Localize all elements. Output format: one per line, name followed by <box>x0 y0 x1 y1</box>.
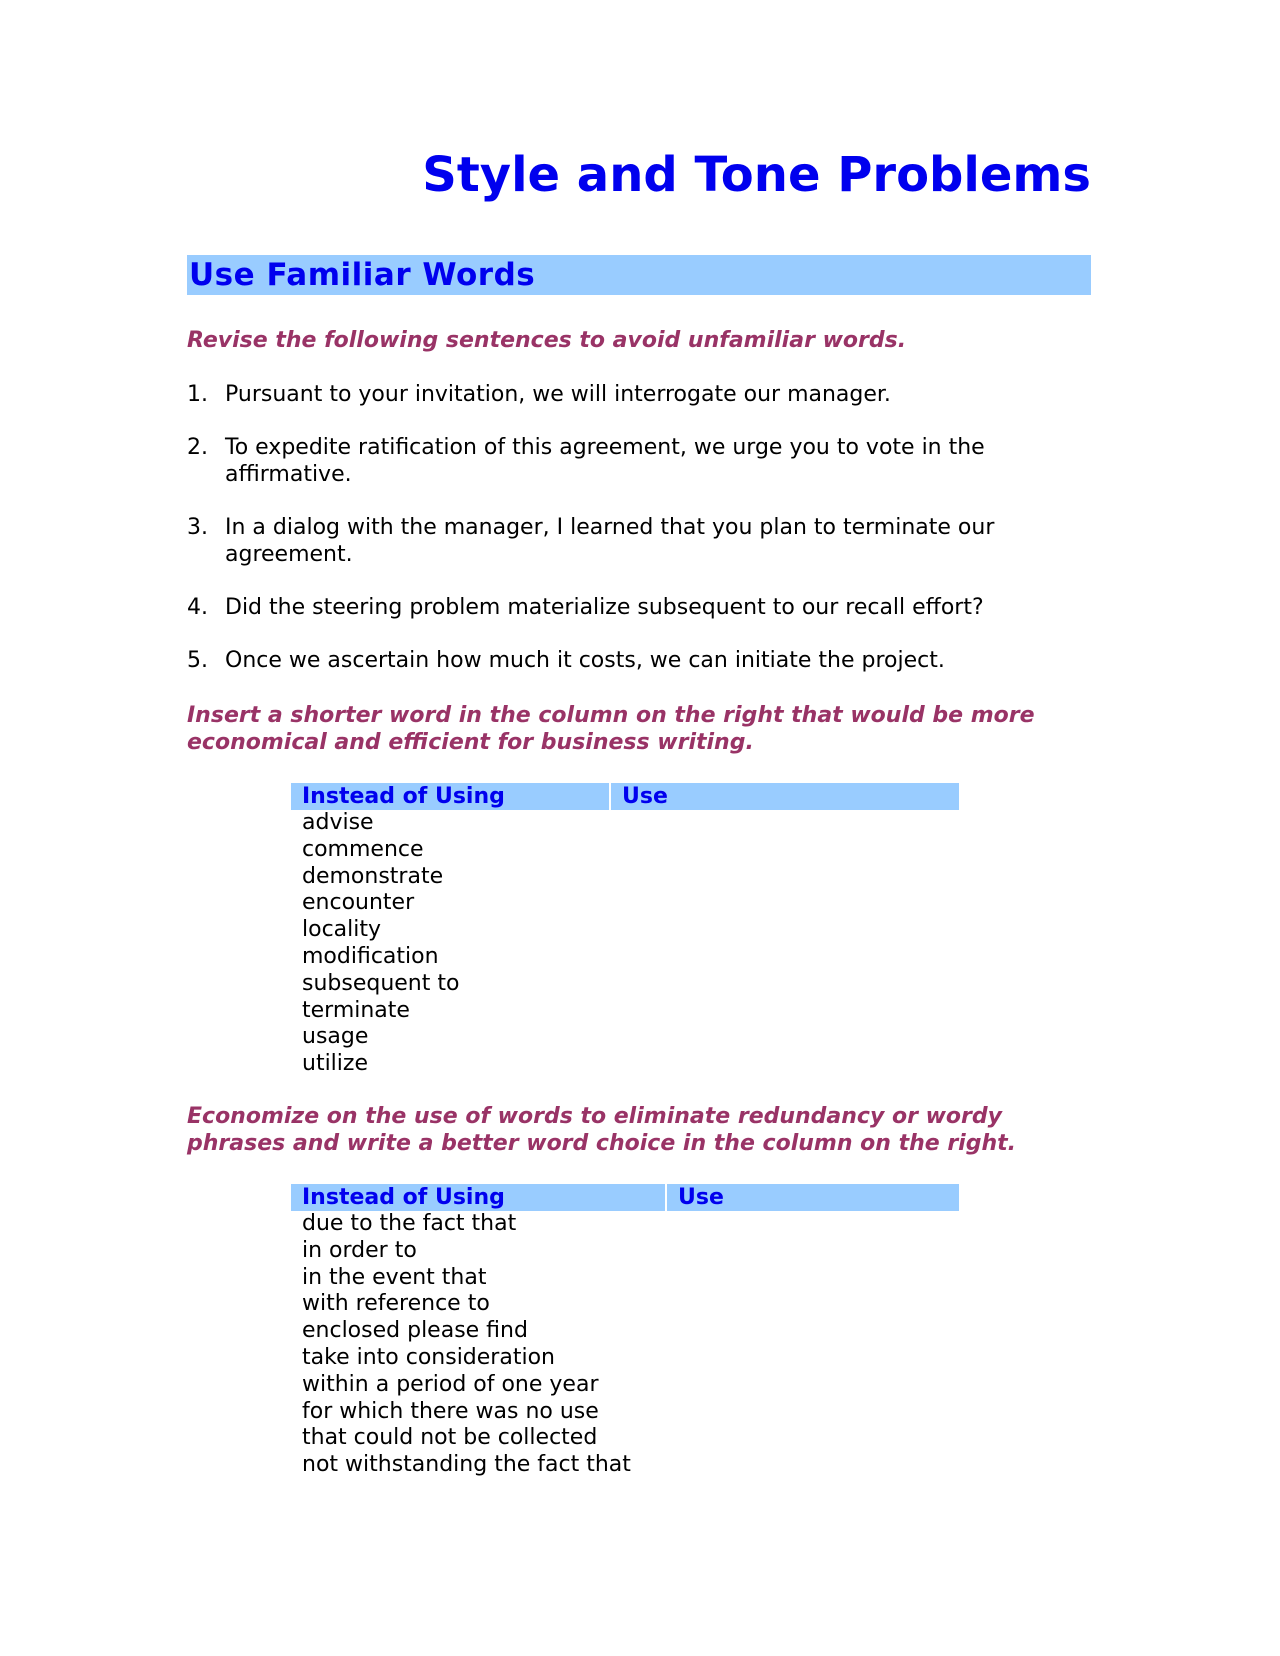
sentence-text: Once we ascertain how much it costs, we can initiate the project. <box>225 648 945 673</box>
sentence-number: 3. <box>187 515 208 540</box>
header-use: Use <box>622 784 668 809</box>
table-row: subsequent to <box>302 970 460 996</box>
document-title: Style and Tone Problems <box>422 147 1091 203</box>
sentence-item <box>187 594 1091 621</box>
table-row: within a period of one year <box>302 1371 599 1397</box>
sentence-item <box>187 647 1091 674</box>
table-row: with reference to <box>302 1291 490 1317</box>
sentence-number: 2. <box>187 435 208 460</box>
table-row: that could not be collected <box>302 1425 598 1451</box>
column-divider <box>609 783 611 810</box>
sentence-number: 5. <box>187 648 208 673</box>
shorter-word-table <box>291 783 959 1078</box>
wordy-phrase-table <box>291 1184 959 1479</box>
table-row: not withstanding the fact that <box>302 1452 631 1478</box>
table-row: for which there was no use <box>302 1398 599 1424</box>
sentence-number: 4. <box>187 595 208 620</box>
table-row: encounter <box>302 890 415 916</box>
instruction-revise-sentences: Revise the following sentences to avoid unfamiliar words. <box>187 328 907 353</box>
table-header <box>291 1184 959 1211</box>
instruction-economize-words: Economize on the use of words to eliminate redundancy or wordy phrases and write a better word choice in the column on the right. <box>187 1104 1017 1156</box>
sentence-number: 1. <box>187 382 208 407</box>
sentence-item <box>187 381 1091 408</box>
table-row: enclosed please find <box>302 1318 528 1344</box>
table-row: utilize <box>302 1051 368 1077</box>
sentence-text: Did the steering problem materialize subsequent to our recall effort? <box>225 595 984 620</box>
table-row: in the event that <box>302 1264 487 1290</box>
sentence-item <box>187 434 1091 488</box>
header-instead-of-using: Instead of Using <box>302 784 505 809</box>
table-row: take into consideration <box>302 1344 555 1370</box>
table-row: in order to <box>302 1237 417 1263</box>
sentence-text: In a dialog with the manager, I learned that you plan to terminate our agreement. <box>225 515 995 567</box>
table-row: due to the fact that <box>302 1211 517 1236</box>
header-instead-of-using: Instead of Using <box>302 1185 505 1210</box>
table-row: terminate <box>302 997 410 1023</box>
table-row: commence <box>302 836 424 862</box>
section-heading: Use Familiar Words <box>187 255 1091 295</box>
sentence-text: To expedite ratification of this agreement, we urge you to vote in the affirmative. <box>225 435 985 487</box>
table-rows <box>291 810 959 1078</box>
table-row: advise <box>302 810 374 835</box>
sentence-list <box>187 381 1091 700</box>
table-rows <box>291 1211 959 1479</box>
instruction-shorter-word: Insert a shorter word in the column on the right that would be more economical and efficient for business writing. <box>187 703 1035 755</box>
sentence-item <box>187 514 1091 568</box>
table-row: modification <box>302 943 439 969</box>
header-use: Use <box>678 1185 724 1210</box>
table-row: demonstrate <box>302 863 444 889</box>
table-row: locality <box>302 917 382 943</box>
table-header <box>291 783 959 810</box>
table-row: usage <box>302 1024 369 1050</box>
column-divider <box>665 1184 667 1211</box>
sentence-text: Pursuant to your invitation, we will interrogate our manager. <box>225 382 891 407</box>
